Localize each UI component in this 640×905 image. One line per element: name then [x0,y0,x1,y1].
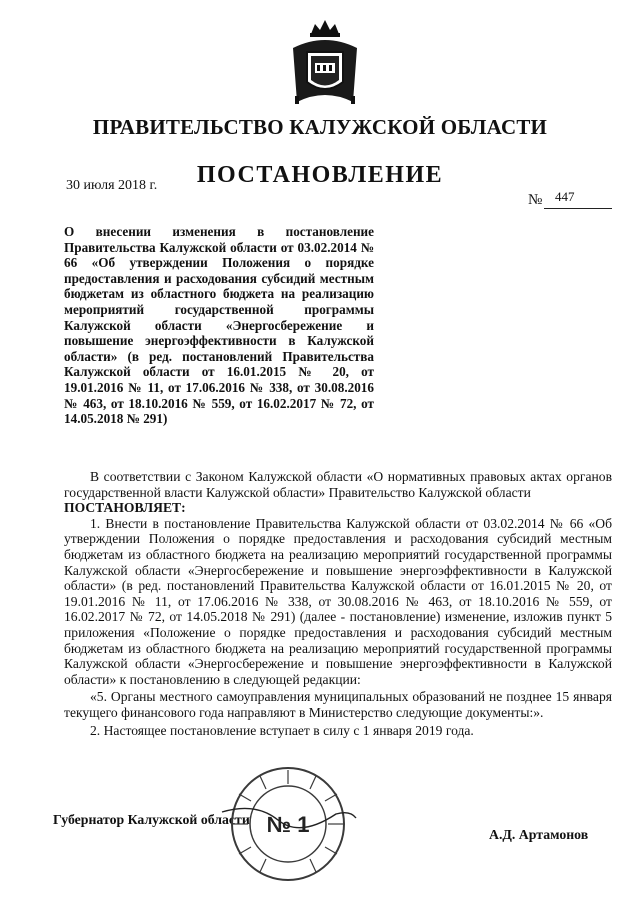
document-type-title: ПОСТАНОВЛЕНИЕ [196,162,444,188]
coat-of-arms-icon [287,18,363,106]
official-stamp-icon [216,762,360,882]
resolves-heading: ПОСТАНОВЛЯЕТ: [64,500,186,516]
document-date: 30 июля 2018 г. [66,178,158,193]
item-2-paragraph: 2. Настоящее постановление вступает в силу с 1 января 2019 года. [90,722,474,738]
stamp-number: № 1 [266,812,310,837]
signer-title: Губернатор Калужской области [53,812,250,827]
quoted-clause-paragraph: «5. Органы местного самоуправления муниципальных образований не позднее 15 января текущего финансового года направляют в Министерство следующие документы:». [64,689,612,720]
number-underline [544,208,612,209]
government-name: ПРАВИТЕЛЬСТВО КАЛУЖСКОЙ ОБЛАСТИ [92,115,548,139]
document-body [64,469,612,738]
preamble-paragraph: В соответствии с Законом Калужской области «О нормативных правовых актах органов государственной власти Калужской области» Правительство Калужской области [64,469,612,500]
document-number: 447 [555,189,575,204]
document-subject: О внесении изменения в постановление Правительства Калужской области от 03.02.2014 № 66 «Об утверждении Положения о порядке предоставления и расходования субсидий местным бюджетам из областного бюджета на реализацию мероприятий государственной программы Калужской области «Энергосбережение и повышение энергоэффективности в Калужской области» (в ред. постановлений Правительства Калужской области от 16.01.2015 № 20, от 19.01.2016 № 11, от 17.06.2016 № 338, от 30.08.2016 № 463, от 18.10.2016 № 559, от 16.02.2017 № 72, от 14.05.2018 № 291) [64,224,374,427]
number-label: № [528,192,543,208]
item-1-paragraph: 1. Внести в постановление Правительства Калужской области от 03.02.2014 № 66 «Об утверждении Положения о порядке предоставления и расходования субсидий местным бюджетам из областного бюджета на реализацию мероприятий государственной программы Калужской области «Энергосбережение и повышение энергоэффективности в Калужской области» (в ред. постановлений Правительства Калужской области от 16.01.2015 № 20, от 19.01.2016 № 11, от 17.06.2016 № 338, от 30.08.2016 № 463, от 18.10.2016 № 559, от 16.02.2017 № 72, от 14.05.2018 № 291) (далее - постановление) изменение, изложив пункт 5 приложения «Положение о порядке предоставления и расходования субсидий местным бюджетам из областного бюджета на реализацию мероприятий государственной программы Калужской области «Энергосбережение и повышение энергоэффективности в Калужской области» к постановлению в следующей редакции: [64,515,612,687]
signer-name: А.Д. Артамонов [489,827,589,842]
